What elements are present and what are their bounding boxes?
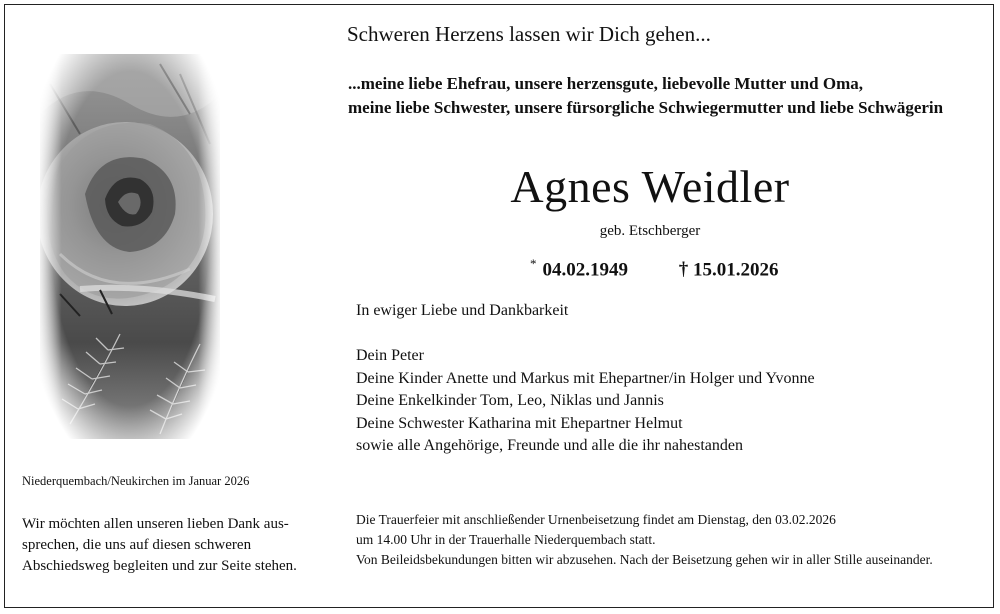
intro-line-2: meine liebe Schwester, unsere fürsorgliche Schwiegermutter und liebe Schwägerin: [348, 98, 944, 117]
life-dates: [530, 256, 779, 281]
maiden-name-row: [0, 223, 1000, 240]
intro-text: [348, 72, 943, 120]
service-line: um 14.00 Uhr in der Trauerhalle Niederquembach statt.: [356, 532, 656, 547]
headline: Schweren Herzens lassen wir Dich gehen...: [347, 22, 711, 46]
birth-symbol: *: [530, 256, 537, 271]
deceased-name-row: [0, 160, 1000, 213]
birth-date: 04.02.1949: [542, 259, 628, 281]
dedication: In ewiger Liebe und Dankbarkeit: [356, 302, 569, 319]
mourner-line: Deine Enkelkinder Tom, Leo, Niklas und Jannis: [356, 392, 664, 409]
place-date: Niederquembach/Neukirchen im Januar 2026: [22, 474, 250, 488]
thanks-line: Abschiedsweg begleiten und zur Seite stehen.: [22, 558, 297, 574]
service-info: [356, 510, 933, 570]
thanks-line: Wir möchten allen unseren lieben Dank aus-: [22, 516, 289, 532]
mourner-line: sowie alle Angehörige, Freunde und alle die ihr nahestanden: [356, 437, 743, 454]
thanks-text: [22, 514, 297, 577]
mourner-line: Deine Kinder Anette und Markus mit Ehepartner/in Holger und Yvonne: [356, 369, 815, 387]
death-date: 15.01.2026: [693, 259, 779, 281]
service-line: Von Beileidsbekundungen bitten wir abzusehen. Nach der Beisetzung gehen wir in aller Stille auseinander.: [356, 552, 933, 567]
maiden-name: geb. Etschberger: [599, 223, 701, 239]
thanks-line: sprechen, die uns auf diesen schweren: [22, 537, 252, 553]
intro-line-1: ...meine liebe Ehefrau, unsere herzensgute, liebevolle Mutter und Oma,: [348, 74, 863, 93]
deceased-name: Agnes Weidler: [510, 161, 790, 212]
mourner-line: Dein Peter: [356, 347, 424, 364]
mourners-list: [356, 345, 815, 458]
rose-photo: [40, 54, 220, 439]
service-line: Die Trauerfeier mit anschließender Urnenbeisetzung findet am Dienstag, den 03.02.2026: [356, 512, 836, 527]
mourner-line: Deine Schwester Katharina mit Ehepartner Helmut: [356, 414, 683, 432]
death-symbol: †: [678, 259, 689, 281]
